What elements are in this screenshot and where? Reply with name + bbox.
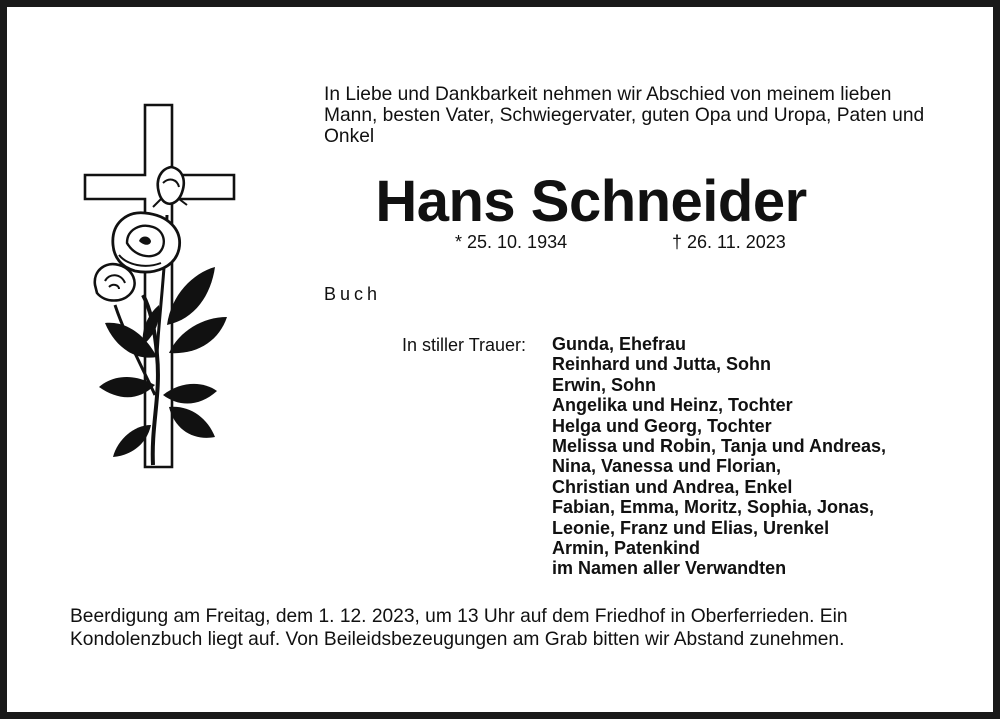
deceased-name: Hans Schneider	[375, 169, 807, 234]
mourner-line: Armin, Patenkind	[552, 538, 701, 559]
mourners-label: In stiller Trauer:	[402, 335, 527, 355]
mourner-line: Gunda, Ehefrau	[552, 334, 687, 354]
mourner-line: im Namen aller Verwandten	[552, 558, 787, 579]
mourners-list	[552, 334, 886, 579]
mourner-line: Helga und Georg, Tochter	[552, 415, 772, 436]
funeral-info: Beerdigung am Freitag, dem 1. 12. 2023, um 13 Uhr auf dem Friedhof in Oberferrieden. Ein Kondolenzbuch liegt auf. Von Beileidsbezeugungen am Grab bitten wir Abstand zunehmen.	[70, 606, 848, 650]
obituary-notice	[7, 7, 993, 712]
mourner-line: Nina, Vanessa und Florian,	[552, 456, 782, 477]
mourner-line: Melissa und Robin, Tanja und Andreas,	[552, 436, 887, 457]
mourner-line: Reinhard und Jutta, Sohn	[552, 354, 771, 375]
place-name: Buch	[324, 284, 382, 304]
mourner-line: Erwin, Sohn	[552, 374, 657, 395]
birth-date: * 25. 10. 1934	[455, 232, 568, 252]
intro-text: In Liebe und Dankbarkeit nehmen wir Abschied von meinem lieben Mann, besten Vater, Schwiegervater, guten Opa und Uropa, Paten und Onkel	[324, 84, 925, 147]
mourner-line: Fabian, Emma, Moritz, Sophia, Jonas,	[552, 497, 875, 518]
mourner-line: Christian und Andrea, Enkel	[552, 476, 793, 497]
mourner-line: Angelika und Heinz, Tochter	[552, 395, 793, 416]
cross-with-roses-icon	[75, 95, 243, 475]
death-date: † 26. 11. 2023	[672, 232, 786, 252]
mourner-line: Leonie, Franz und Elias, Urenkel	[552, 517, 830, 538]
